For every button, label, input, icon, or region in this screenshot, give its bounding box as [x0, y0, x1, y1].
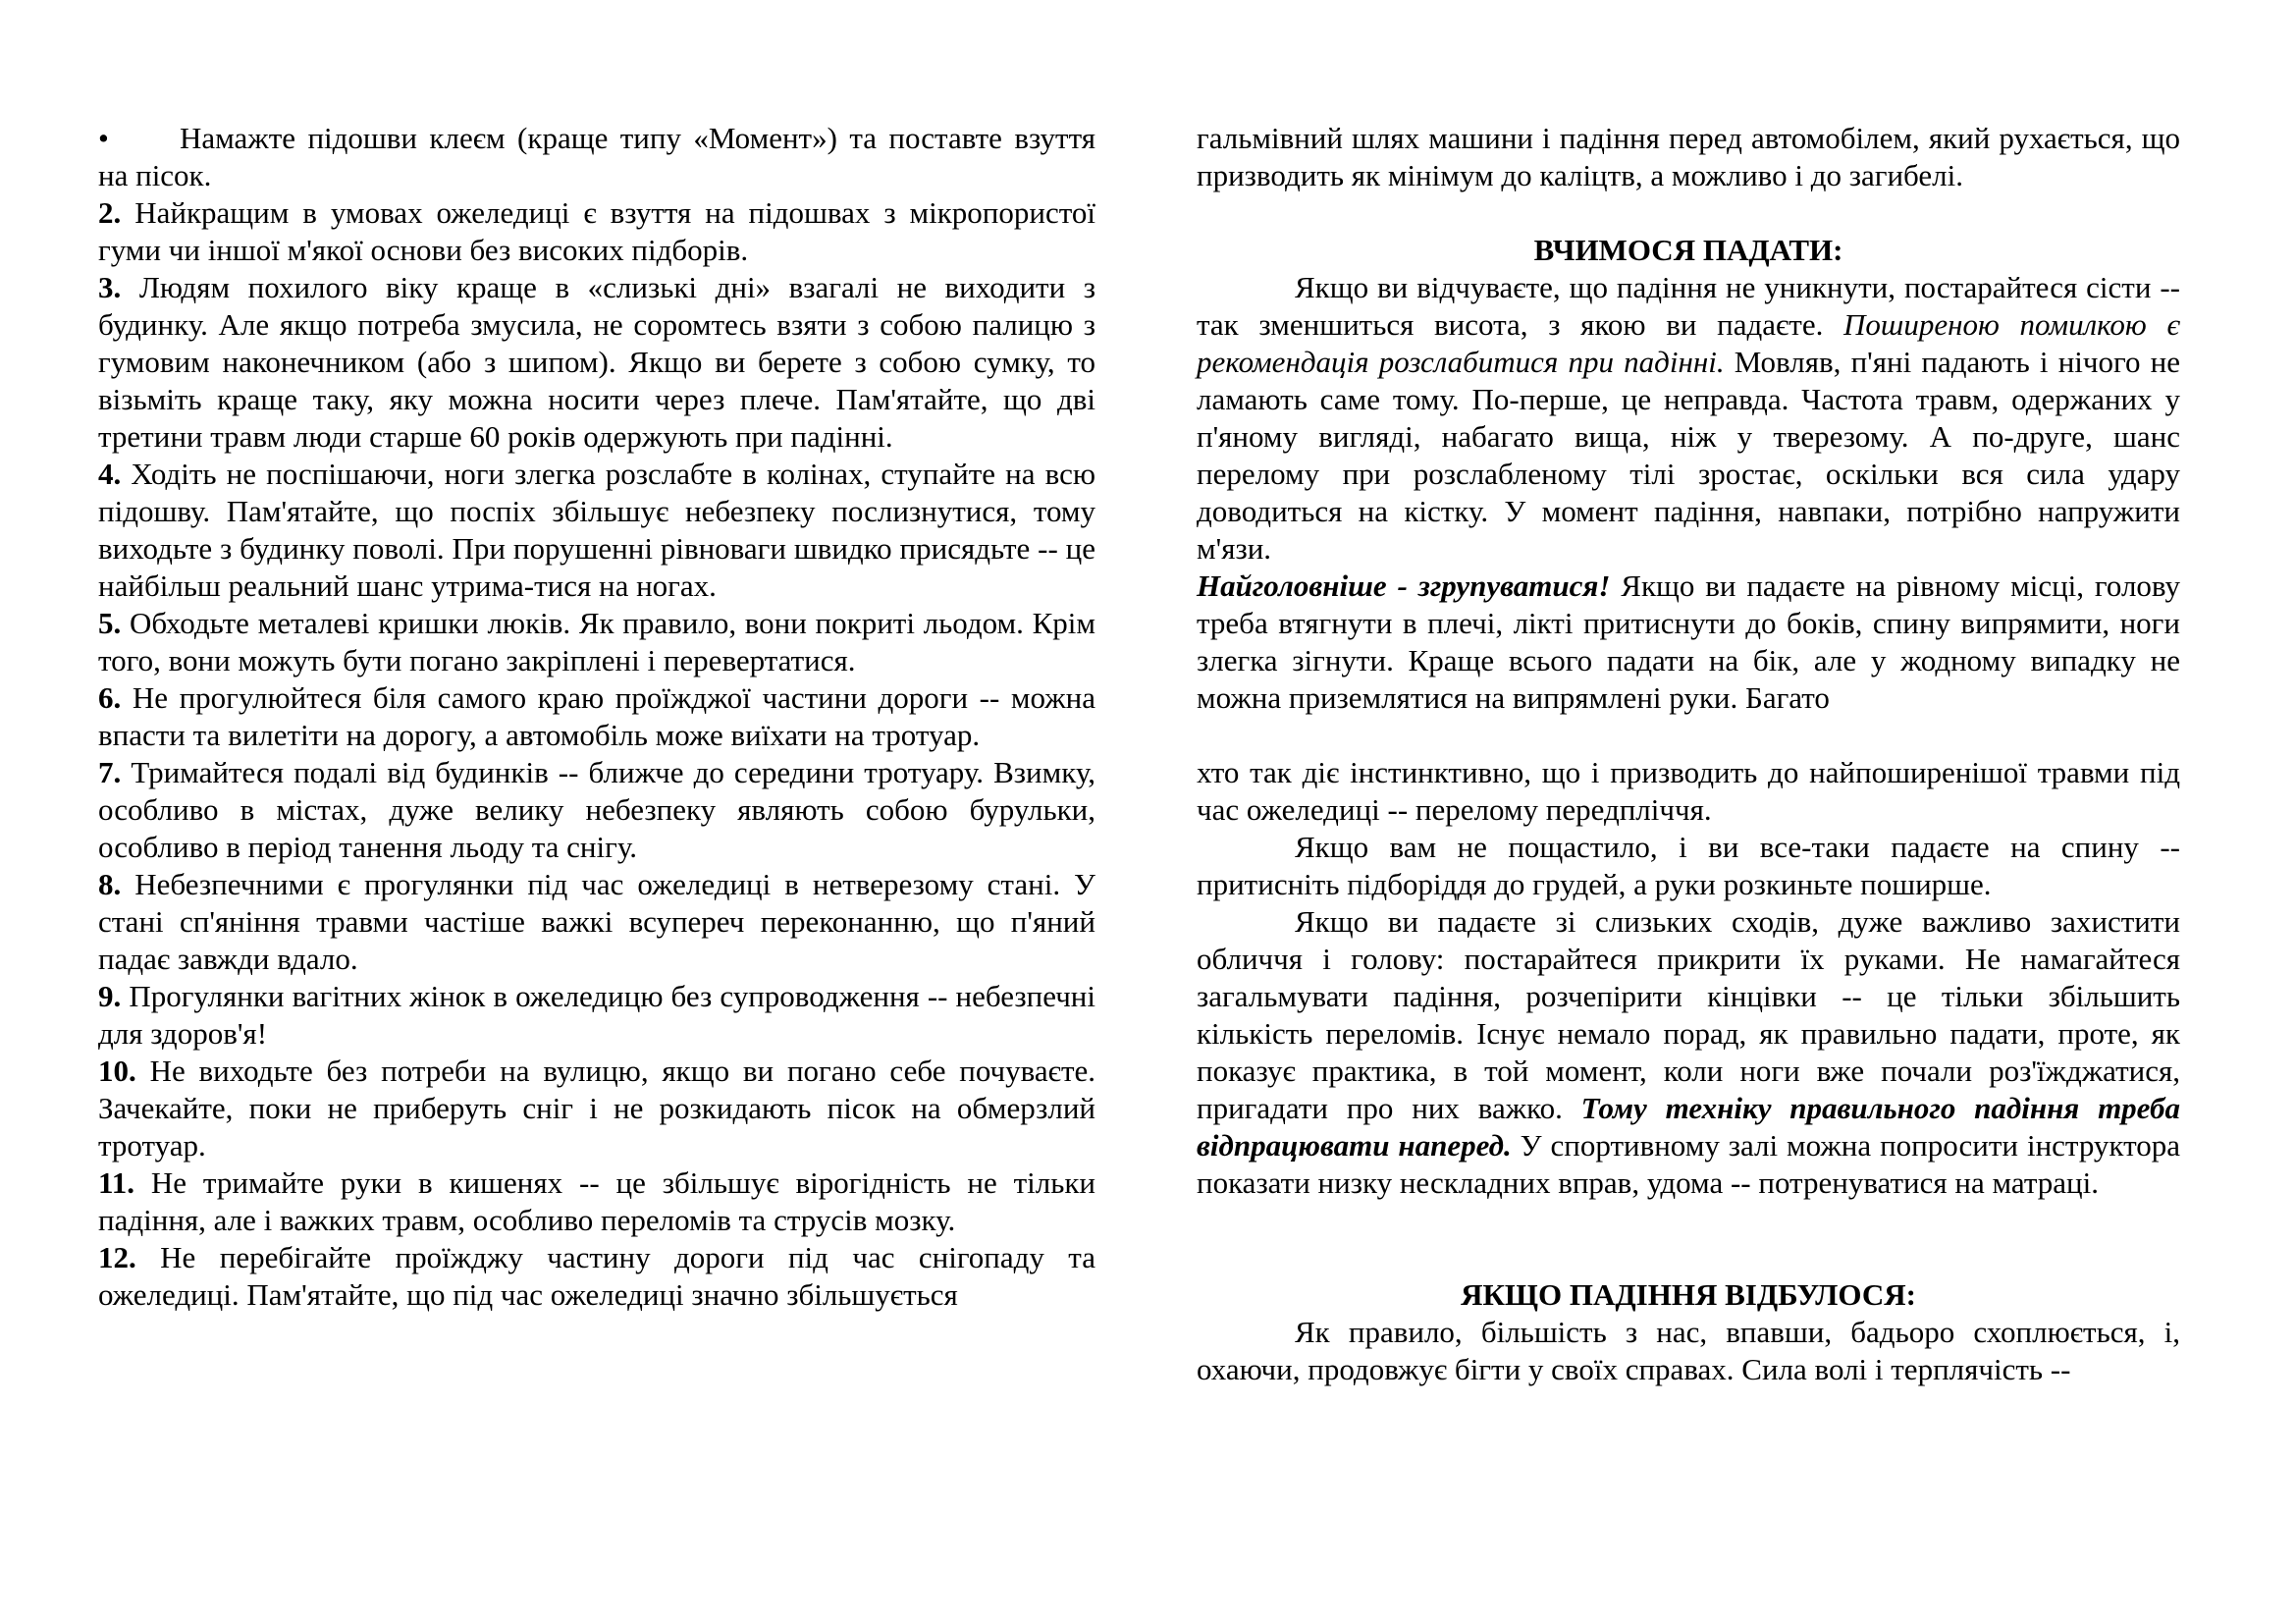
paragraph [1197, 568, 2180, 717]
text-run: Намажте підошви клеєм (краще типу «Момент») та поставте взуття на пісок. [98, 121, 1095, 192]
text-run: Якщо ви падаєте на рівному місці, голову треба втягнути в плечі, лікті притиснути до боків, спину випрямити, ноги злегка зігнути. Краще всього падати на бік, але у жодному випадку не можна приземлятися на випрямлені руки. Багато [1197, 568, 2180, 715]
item-number: 6. [98, 680, 122, 715]
item-number: 7. [98, 755, 122, 789]
item-number: 11. [98, 1165, 135, 1200]
list-item [98, 866, 1095, 978]
paragraph [1197, 269, 2180, 568]
text-run: Ходіть не поспішаючи, ноги злегка розслабте в колінах, ступайте на всю підошву. Пам'ятайте, що поспіх збільшує небезпеку послизнутися, тому виходьте з будинку поволі. При порушенні рівноваги швидко присядьте -- це найбільш реальний шанс утрима-тися на ногах. [98, 457, 1096, 603]
list-item [98, 754, 1095, 866]
list-item [98, 120, 1095, 194]
text-run: Не виходьте без потреби на вулицю, якщо ви погано себе почуваєте. Зачекайте, поки не приберуть сніг і не розкидають пісок на обмерзлий тротуар. [98, 1054, 1095, 1163]
bold-italic-text-run: Тому техніку правильного падіння треба відпрацювати наперед. [1197, 1091, 2180, 1163]
text-run: Тримайтеся подалі від будинків -- ближче до середини тротуару. Взимку, особливо в містах, дуже велику небезпеку являють собою бурульки, особливо в період танення льоду та снігу. [98, 755, 1095, 864]
right-column [1197, 120, 2180, 1388]
text-run: Небезпечними є прогулянки під час ожеледиці в нетверезому стані. У стані сп'яніння травми частіше важкі всупереч переконанню, що п'яний падає завжди вдало. [98, 867, 1095, 976]
section-heading: ВЧИМОСЯ ПАДАТИ: [1533, 233, 1843, 267]
bullet-marker: • [98, 121, 109, 155]
list-item [98, 1164, 1095, 1239]
text-run: Людям похилого віку краще в «слизькі дні» взагалі не виходити з будинку. Але якщо потреба змусила, не соромтесь взяти з собою палицю з гумовим наконечником (або з шипом). Якщо ви берете з собою сумку, то візьміть краще таку, яку можна носити через плече. Пам'ятайте, що дві третини травм люди старше 60 років одержують при падінні. [98, 270, 1096, 454]
list-item [98, 605, 1095, 679]
list-item [98, 1239, 1095, 1314]
text-run: Мовляв, п'яні падають і нічого не ламають саме тому. По-перше, це неправда. Частота травм, одержаних у п'яному вигляді, набагато вища, ніж у тверезому. А по-друге, шанс перелому при розслабленому тілі зростає, оскільки вся сила удару доводиться на кістку. У момент падіння, навпаки, потрібно напружити м'язи. [1197, 345, 2180, 566]
bold-italic-text-run: Найголовніше - згрупуватися! [1197, 568, 1611, 603]
text-run: Найкращим в умовах ожеледиці є взуття на підошвах з мікропористої гуми чи іншої м'якої основи без високих підборів. [98, 195, 1095, 267]
paragraph [1197, 903, 2180, 1202]
item-number: 12. [98, 1240, 136, 1274]
list-item [98, 269, 1095, 456]
paragraph [1197, 754, 2180, 829]
text-run: У спортивному залі можна попросити інструктора показати низку нескладних вправ, удома -- потренуватися на матраці. [1197, 1128, 2180, 1200]
item-number: 10. [98, 1054, 136, 1088]
paragraph [1197, 120, 2180, 194]
spacer [1197, 717, 2180, 754]
text-run: Не тримайте руки в кишенях -- це збільшує вірогідність не тільки падіння, але і важких травм, особливо переломів та струсів мозку. [98, 1165, 1096, 1237]
section-heading: ЯКЩО ПАДІННЯ ВІДБУЛОСЯ: [1461, 1277, 1916, 1312]
text-run: Не перебігайте проїжджу частину дороги під час снігопаду та ожеледиці. Пам'ятайте, що під час ожеледиці значно збільшується [98, 1240, 1095, 1312]
text-run: Якщо ви падаєте зі слизьких сходів, дуже важливо захистити обличчя і голову: постарайтеся прикрити їх руками. Не намагайтеся загальмувати падіння, розчепірити кінцівки -- це тільки збільшить кількість переломів. Існує немало порад, як правильно падати, проте, як показує практика, в той момент, коли ноги вже почали роз'їжджатися, пригадати про них важко. [1197, 904, 2180, 1125]
left-column [98, 120, 1095, 1314]
text-run: Прогулянки вагітних жінок в ожеледицю без супроводження -- небезпечні для здоров'я! [98, 979, 1096, 1051]
italic-text-run: Поширеною помилкою є рекомендація розслабитися при падінні. [1197, 307, 2180, 379]
item-number: 8. [98, 867, 122, 901]
item-number: 5. [98, 606, 122, 640]
list-item [98, 194, 1095, 269]
spacer [1197, 194, 2180, 232]
spacer [1197, 1202, 2180, 1276]
text-run: Якщо вам не пощастило, і ви все-таки падаєте на спину -- притисніть підборіддя до грудей, а руки розкиньте поширше. [1197, 830, 2180, 901]
item-number: 3. [98, 270, 122, 304]
list-item [98, 978, 1095, 1053]
item-number: 2. [98, 195, 122, 230]
paragraph [1197, 829, 2180, 903]
text-run: Як правило, більшість з нас, впавши, бадьоро схоплюється, і, охаючи, продовжує бігти у своїх справах. Сила волі і терплячість -- [1197, 1315, 2180, 1386]
text-run: Якщо ви відчуваєте, що падіння не уникнути, постарайтеся сісти -- так зменшиться висота, з якою ви падаєте. [1197, 270, 2180, 342]
paragraph [1197, 1314, 2180, 1388]
list-item [98, 1053, 1095, 1164]
text-run: Обходьте металеві кришки люків. Як правило, вони покриті льодом. Крім того, вони можуть бути погано закріплені і перевертатися. [98, 606, 1096, 677]
list-item [98, 456, 1095, 605]
text-run: хто так діє інстинктивно, що і призводить до найпоширенішої травми під час ожеледиці -- перелому передпліччя. [1197, 755, 2180, 827]
text-run: Не прогулюйтеся біля самого краю проїжджої частини дороги -- можна впасти та вилетіти на дорогу, а автомобіль може виїхати на тротуар. [98, 680, 1096, 752]
item-number: 9. [98, 979, 122, 1013]
text-run: гальмівний шлях машини і падіння перед автомобілем, який рухається, що призводить як мінімум до каліцтв, а можливо і до загибелі. [1197, 121, 2180, 192]
item-number: 4. [98, 457, 122, 491]
list-item [98, 679, 1095, 754]
